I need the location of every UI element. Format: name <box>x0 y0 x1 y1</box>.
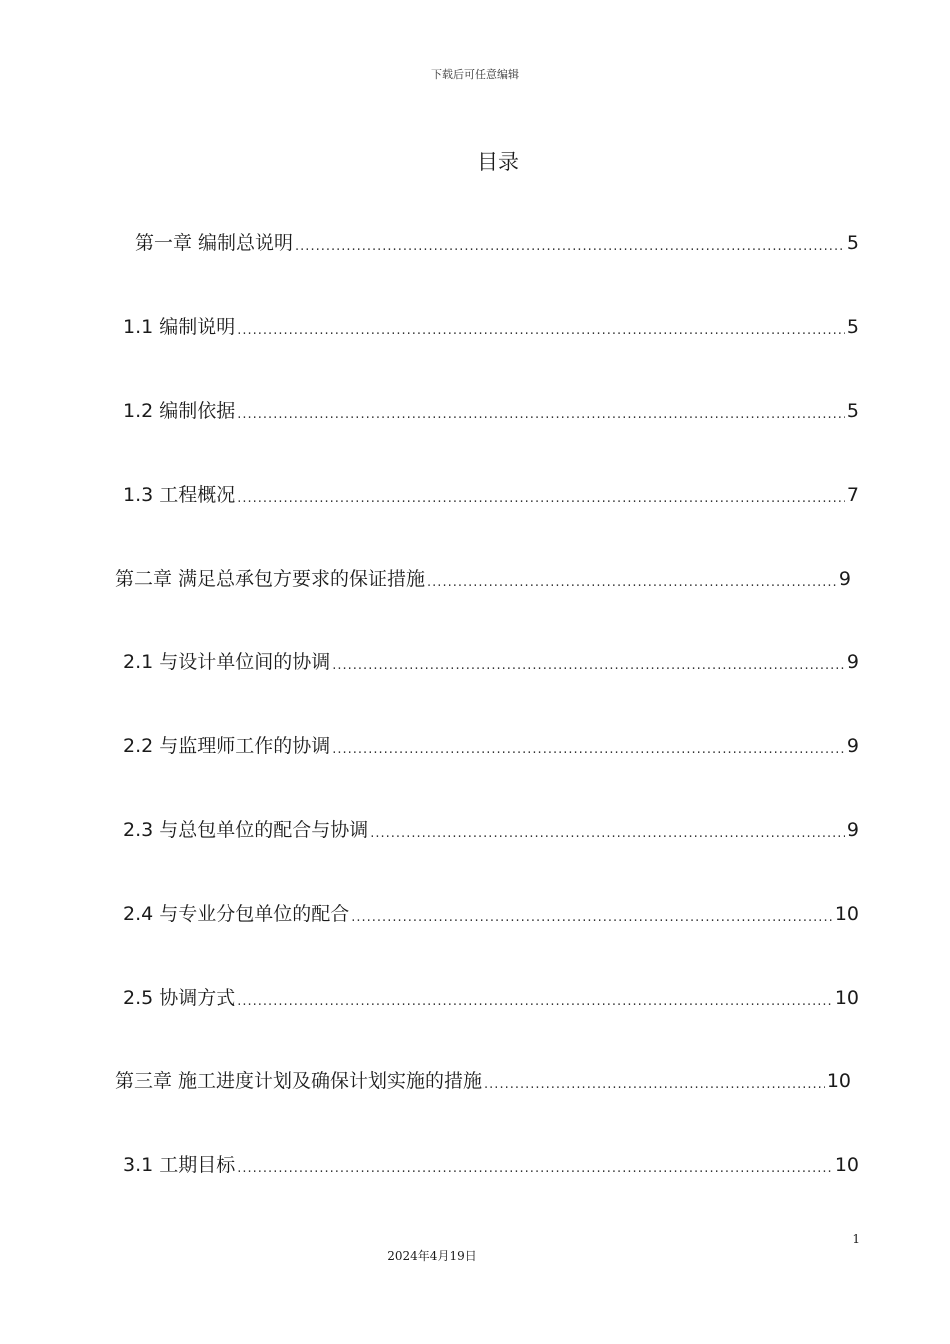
toc-title: 目录 <box>477 150 519 174</box>
toc-entry-page: 7 <box>846 484 859 506</box>
toc-entry-text: 1.2 编制依据 <box>123 400 236 422</box>
dot-leader <box>332 647 845 677</box>
toc-entry-text: 1.3 工程概况 <box>123 484 236 506</box>
toc-entry-3-1[interactable] <box>123 1150 859 1180</box>
dot-leader <box>484 1066 825 1096</box>
dot-leader <box>237 983 833 1013</box>
toc-entry-text: 3.1 工期目标 <box>123 1154 236 1176</box>
toc-entry-page: 10 <box>834 903 859 925</box>
footer-date: 2024年4月19日 <box>387 1249 477 1263</box>
toc-entry-1-2[interactable] <box>123 396 859 426</box>
dot-leader <box>351 899 833 929</box>
toc-entry-page: 5 <box>846 316 859 338</box>
dot-leader <box>370 815 845 845</box>
page-number: 1 <box>852 1232 860 1246</box>
toc-entry-2-4[interactable] <box>123 899 859 929</box>
toc-entry-1-1[interactable] <box>123 312 859 342</box>
toc-entry-chapter-3[interactable] <box>115 1066 851 1096</box>
toc-entry-2-2[interactable] <box>123 731 859 761</box>
toc-entry-2-3[interactable] <box>123 815 859 845</box>
toc-entry-text: 2.3 与总包单位的配合与协调 <box>123 819 369 841</box>
toc-entry-2-5[interactable] <box>123 983 859 1013</box>
dot-leader <box>295 228 845 258</box>
toc-entry-page: 9 <box>838 568 851 590</box>
toc-entry-text: 2.4 与专业分包单位的配合 <box>123 903 350 925</box>
toc-entry-text: 2.1 与设计单位间的协调 <box>123 651 331 673</box>
toc-entry-page: 10 <box>834 987 859 1009</box>
toc-entry-page: 5 <box>846 232 859 254</box>
toc-entry-2-1[interactable] <box>123 647 859 677</box>
toc-entry-page: 10 <box>834 1154 859 1176</box>
toc-entry-page: 10 <box>826 1070 851 1092</box>
toc-entry-text: 2.5 协调方式 <box>123 987 236 1009</box>
toc-entry-page: 5 <box>846 400 859 422</box>
toc-entry-text: 2.2 与监理师工作的协调 <box>123 735 331 757</box>
toc-entry-page: 9 <box>846 819 859 841</box>
dot-leader <box>237 480 845 510</box>
dot-leader <box>237 396 845 426</box>
toc-entry-page: 9 <box>846 735 859 757</box>
toc-entry-chapter-2[interactable] <box>115 564 851 594</box>
toc-entry-chapter-1[interactable] <box>135 228 859 258</box>
dot-leader <box>237 312 845 342</box>
dot-leader <box>427 564 837 594</box>
dot-leader <box>237 1150 833 1180</box>
toc-entry-text: 1.1 编制说明 <box>123 316 236 338</box>
header-note: 下载后可任意编辑 <box>431 68 519 81</box>
toc-entry-text: 第三章 施工进度计划及确保计划实施的措施 <box>115 1070 483 1092</box>
toc-entry-page: 9 <box>846 651 859 673</box>
dot-leader <box>332 731 845 761</box>
toc-entry-text: 第一章 编制总说明 <box>135 232 294 254</box>
toc-entry-1-3[interactable] <box>123 480 859 510</box>
toc-entry-text: 第二章 满足总承包方要求的保证措施 <box>115 568 426 590</box>
